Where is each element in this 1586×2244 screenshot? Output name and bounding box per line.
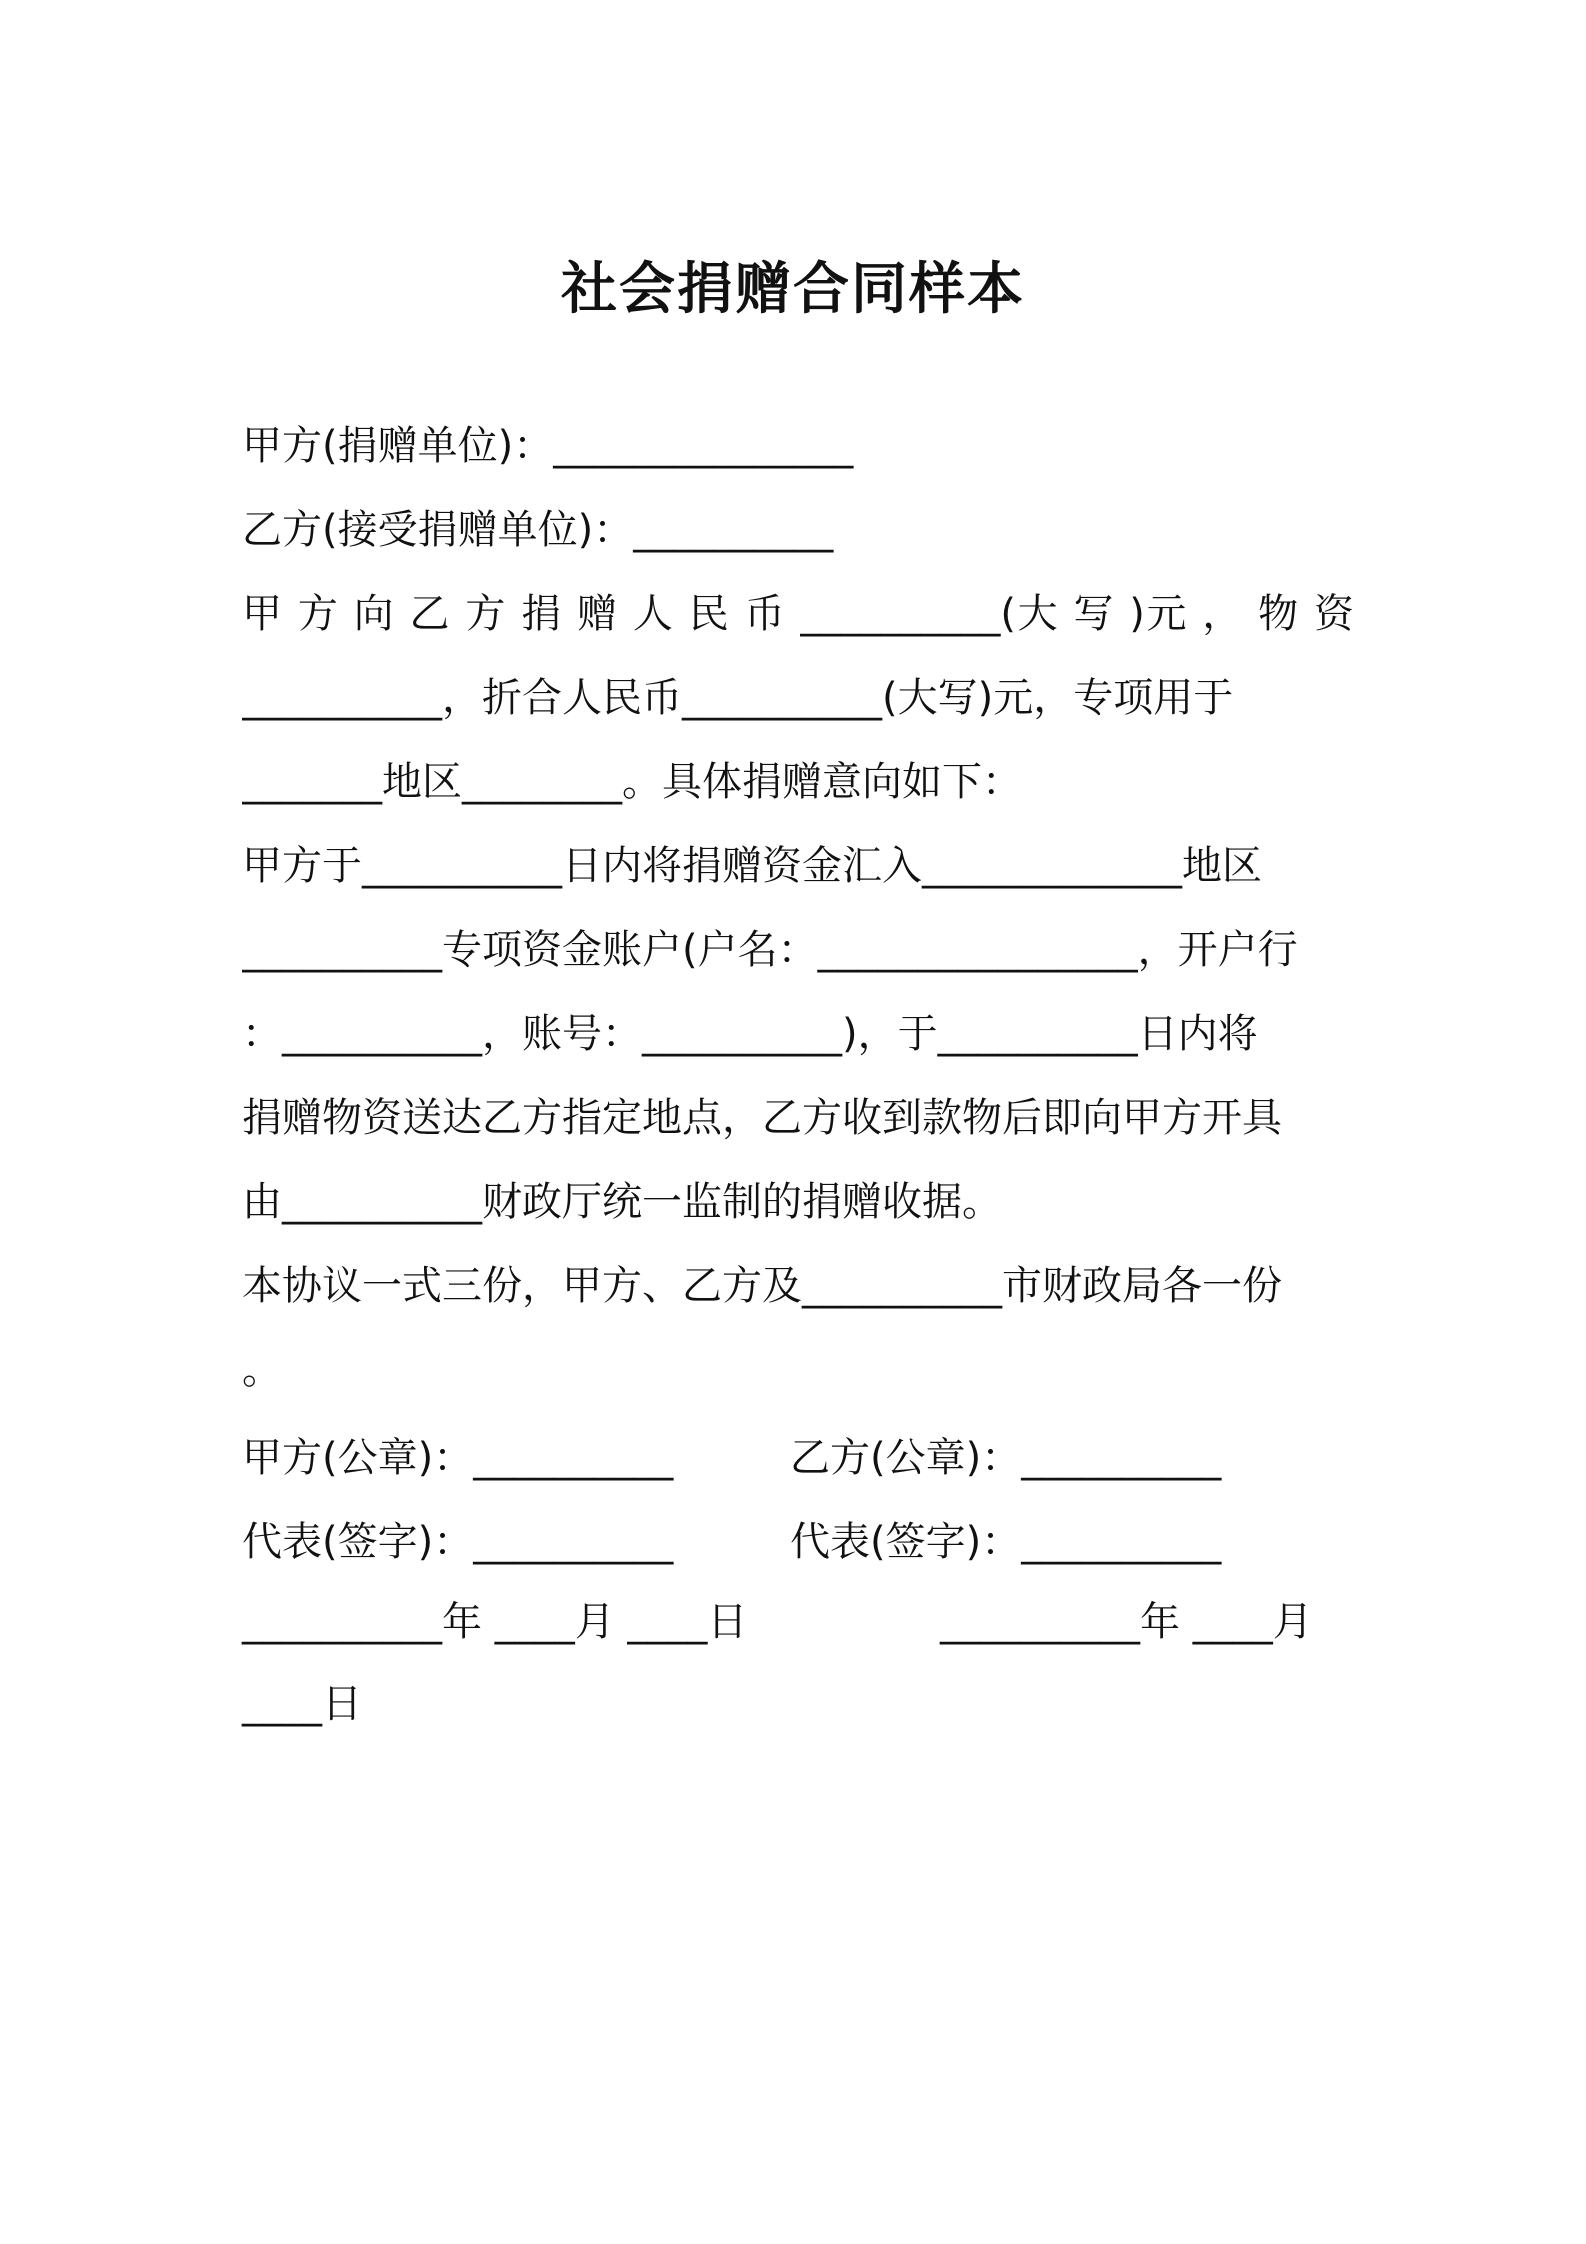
body-line-3: _______地区________。具体捐赠意向如下： xyxy=(242,759,1022,805)
body-line-4: 甲方于__________日内将捐赠资金汇入_____________地区 xyxy=(242,843,1262,889)
party-a-line: 甲方(捐赠单位)：_______________ xyxy=(242,423,854,469)
party-b-date-line: __________年 ____月 xyxy=(940,1599,1313,1645)
document-title: 社会捐赠合同样本 xyxy=(561,257,1025,322)
body-line-1: 甲 方 向 乙 方 捐 赠 人 民 币 __________(大 写 )元 ， 物 资 xyxy=(242,591,1354,637)
body-line-6: ：__________，账号：__________)，于__________日内将 xyxy=(242,1011,1258,1057)
party-a-rep-line: 代表(签字)：__________ xyxy=(242,1519,674,1565)
party-b-rep-line: 代表(签字)：__________ xyxy=(790,1519,1222,1565)
party-b-date-day-line: ____日 xyxy=(242,1681,362,1727)
party-b-seal-line: 乙方(公章)：__________ xyxy=(790,1435,1222,1481)
body-line-9: 本协议一式三份，甲方、乙方及__________市财政局各一份 xyxy=(242,1263,1282,1309)
body-line-7: 捐赠物资送达乙方指定地点，乙方收到款物后即向甲方开具 xyxy=(242,1095,1282,1141)
body-line-2: __________，折合人民币__________(大写)元，专项用于 xyxy=(242,675,1234,721)
party-b-line: 乙方(接受捐赠单位)：__________ xyxy=(242,507,834,553)
party-a-seal-line: 甲方(公章)：__________ xyxy=(242,1435,674,1481)
party-a-date-line: __________年 ____月 ____日 xyxy=(242,1599,748,1645)
body-line-5: __________专项资金账户(户名：________________，开户行 xyxy=(242,927,1298,973)
body-line-8: 由__________财政厅统一监制的捐赠收据。 xyxy=(242,1179,1002,1225)
body-line-10: 。 xyxy=(242,1347,282,1393)
